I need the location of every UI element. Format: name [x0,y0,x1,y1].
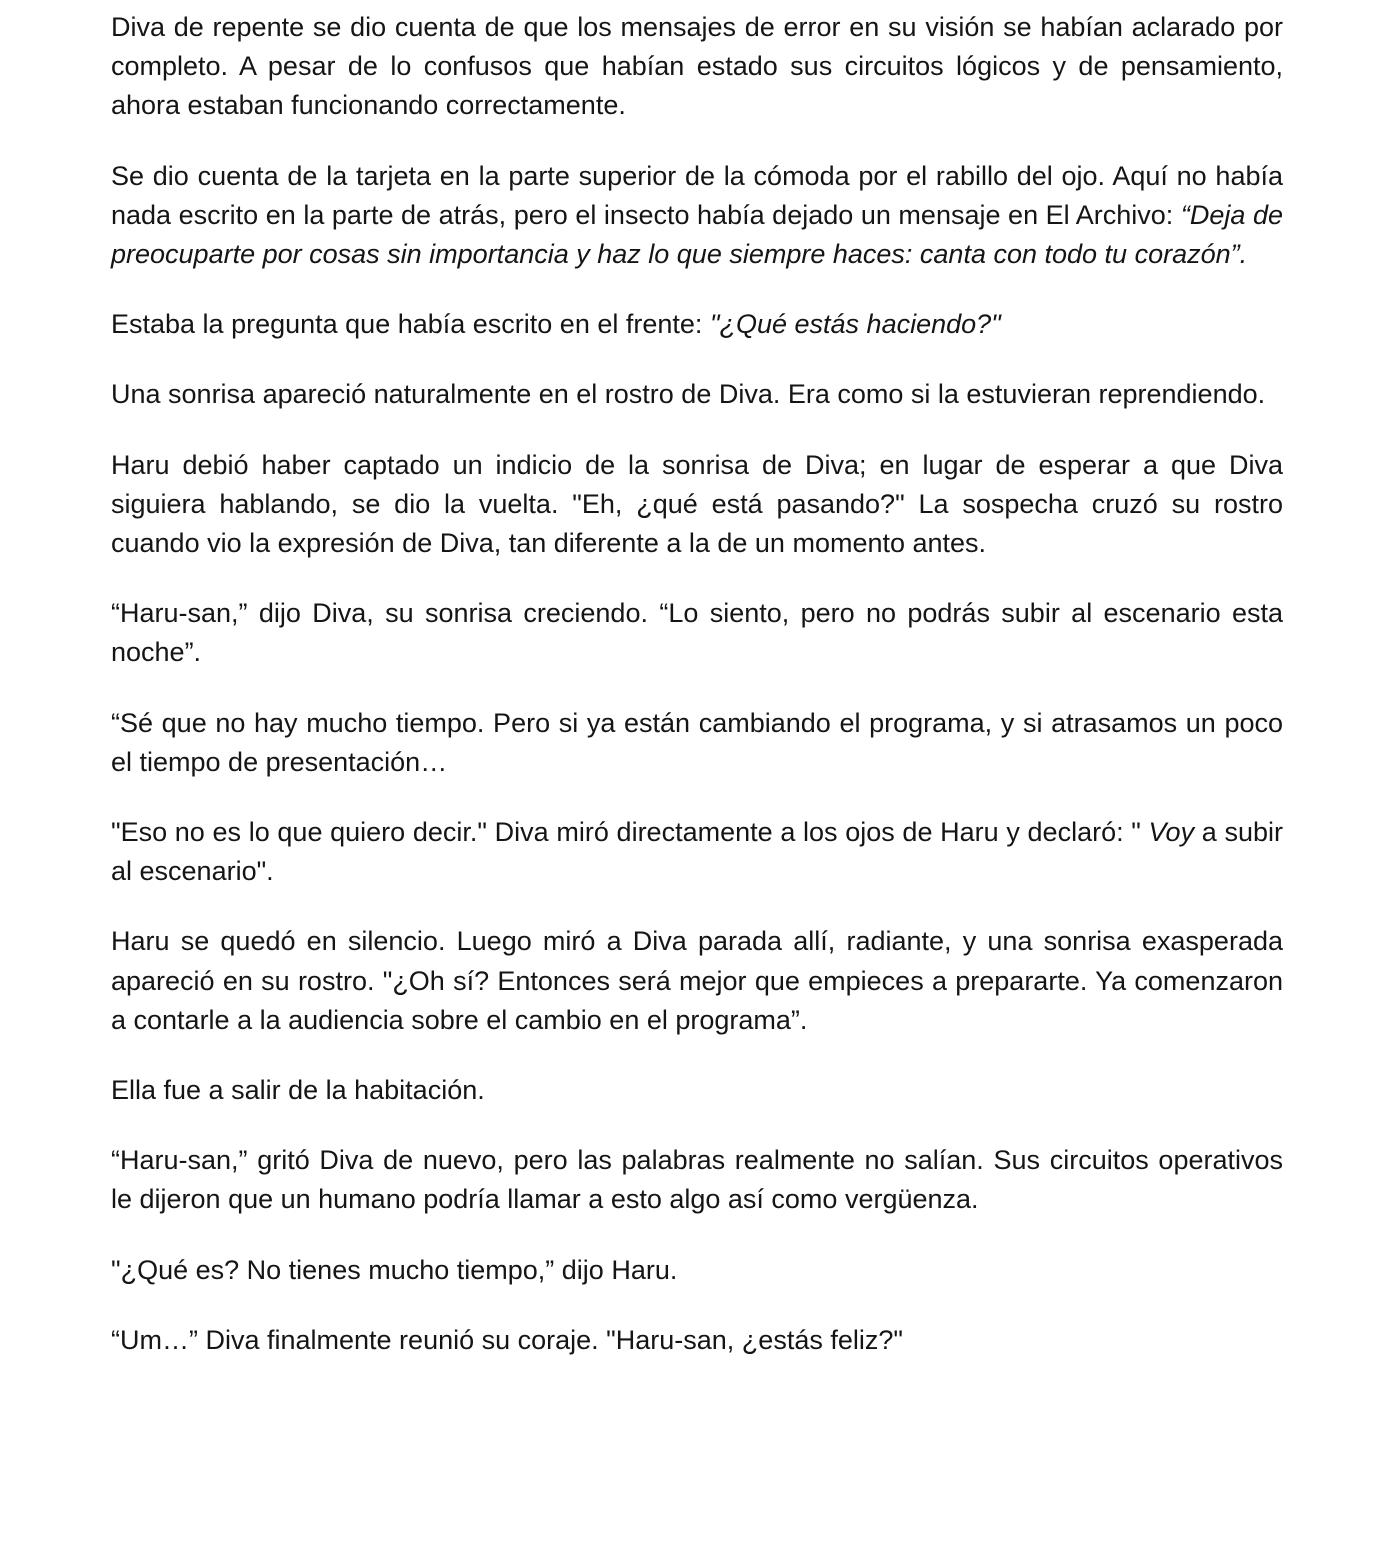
paragraph-italic-word: Voy [1148,817,1195,848]
paragraph-13 [111,1321,1283,1360]
paragraph-text: Ella fue a salir de la habitación. [111,1075,485,1106]
paragraph-2 [111,157,1283,275]
paragraph-text: “Sé que no hay mucho tiempo. Pero si ya están cambiando el programa, y si atrasamos un poco el tiempo de presentación… [111,707,1283,777]
paragraph-text-after: a subir al escenario". [111,817,1283,887]
paragraph-6 [111,594,1283,672]
paragraph-9 [111,922,1283,1040]
paragraph-text: Haru debió haber captado un indicio de la sonrisa de Diva; en lugar de esperar a que Diva siguiera hablando, se dio la vuelta. "Eh, ¿qué está pasando?" La sospecha cruzó su rostro cuando vio la expresión de Diva, tan diferente a la de un momento antes. [111,449,1283,559]
paragraph-text: Estaba la pregunta que había escrito en el frente: [111,309,710,340]
paragraph-text: “Haru-san,” gritó Diva de nuevo, pero las palabras realmente no salían. Sus circuitos operativos le dijeron que un humano podría llamar a esto algo así como vergüenza. [111,1145,1283,1215]
document-page [111,8,1283,1391]
paragraph-italic-quote: "¿Qué estás haciendo?" [709,309,1001,340]
paragraph-text: Diva de repente se dio cuenta de que los mensajes de error en su visión se habían aclarado por completo. A pesar de lo confusos que habían estado sus circuitos lógicos y de pensamiento, ahora estaban funcionando correctamente. [111,12,1283,121]
paragraph-7 [111,704,1283,782]
paragraph-1 [111,8,1283,126]
paragraph-3 [111,305,1283,344]
paragraph-text: Haru se quedó en silencio. Luego miró a Diva parada allí, radiante, y una sonrisa exasperada apareció en su rostro. "¿Oh sí? Entonces será mejor que empieces a prepararte. Ya comenzaron a contarle a la audiencia sobre el cambio en el programa”. [111,926,1283,1035]
paragraph-4 [111,375,1283,414]
paragraph-5 [111,446,1283,564]
paragraph-8 [111,813,1283,891]
paragraph-italic-quote: “Deja de preocuparte por cosas sin importancia y haz lo que siempre haces: canta con todo tu corazón”. [111,199,1283,270]
paragraph-12 [111,1251,1283,1290]
paragraph-11 [111,1141,1283,1219]
paragraph-text: Se dio cuenta de la tarjeta en la parte superior de la cómoda por el rabillo del ojo. Aquí no había nada escrito en la parte de atrás, pero el insecto había dejado un mensaje en El Archivo: [111,160,1283,230]
paragraph-text: “Haru-san,” dijo Diva, su sonrisa creciendo. “Lo siento, pero no podrás subir al escenario esta noche”. [111,598,1283,668]
paragraph-text: “Um…” Diva finalmente reunió su coraje. "Haru-san, ¿estás feliz?" [111,1324,903,1355]
paragraph-text: Una sonrisa apareció naturalmente en el rostro de Diva. Era como si la estuvieran reprendiendo. [111,379,1266,410]
paragraph-10 [111,1071,1283,1110]
paragraph-text: "¿Qué es? No tienes mucho tiempo,” dijo Haru. [111,1254,678,1285]
paragraph-text: "Eso no es lo que quiero decir." Diva miró directamente a los ojos de Haru y declaró: " [111,817,1149,848]
